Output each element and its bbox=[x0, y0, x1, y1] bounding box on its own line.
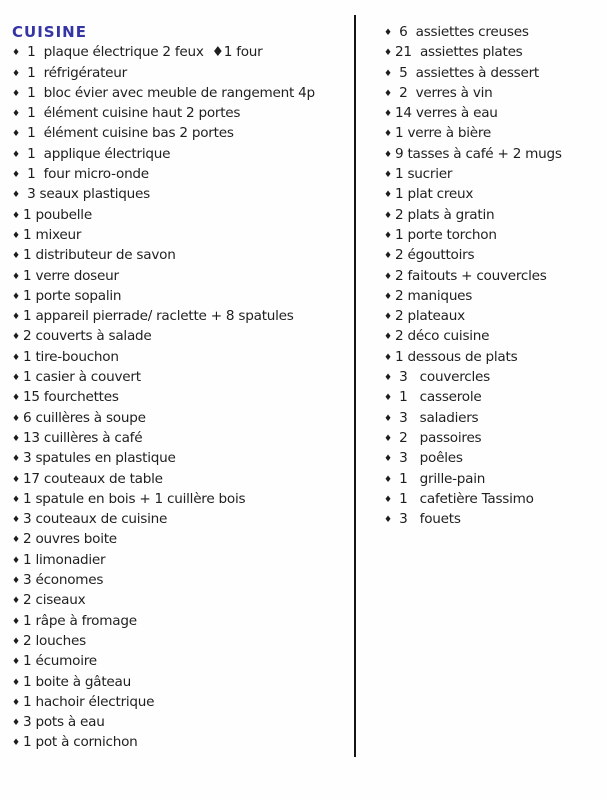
item-text: 1 élément cuisine bas 2 portes bbox=[23, 125, 234, 142]
diamond-bullet-icon: ♦ bbox=[12, 535, 21, 546]
item-text: 9 tasses à café + 2 mugs bbox=[395, 145, 562, 162]
list-item bbox=[12, 266, 348, 286]
item-text: 2 ciseaux bbox=[23, 592, 86, 609]
item-text: 14 verres à eau bbox=[395, 105, 498, 122]
item-text: 1 écumoire bbox=[23, 653, 97, 670]
diamond-bullet-icon: ♦ bbox=[12, 474, 21, 485]
list-item bbox=[12, 103, 348, 123]
list-item bbox=[12, 144, 348, 164]
list-item bbox=[12, 611, 348, 631]
diamond-bullet-icon: ♦ bbox=[12, 230, 21, 241]
list-item bbox=[12, 529, 348, 549]
left-column bbox=[12, 22, 348, 753]
diamond-bullet-icon: ♦ bbox=[12, 352, 21, 363]
list-item bbox=[384, 509, 602, 529]
diamond-bullet-icon: ♦ bbox=[384, 393, 393, 404]
diamond-bullet-icon: ♦ bbox=[384, 454, 393, 465]
list-item bbox=[384, 326, 602, 346]
diamond-bullet-icon: ♦ bbox=[384, 109, 393, 120]
diamond-bullet-icon: ♦ bbox=[12, 413, 21, 424]
list-item bbox=[12, 286, 348, 306]
item-text: 2 plateaux bbox=[395, 308, 465, 325]
list-item bbox=[12, 83, 348, 103]
diamond-bullet-icon: ♦ bbox=[384, 433, 393, 444]
diamond-bullet-icon: ♦ bbox=[384, 271, 393, 282]
item-text: 1 bloc évier avec meuble de rangement 4p bbox=[23, 84, 315, 101]
diamond-bullet-icon: ♦ bbox=[384, 474, 393, 485]
list-item bbox=[12, 631, 348, 651]
diamond-bullet-icon: ♦ bbox=[12, 738, 21, 749]
item-text: 1 hachoir électrique bbox=[23, 693, 155, 710]
list-item bbox=[384, 103, 602, 123]
diamond-bullet-icon: ♦ bbox=[384, 230, 393, 241]
diamond-bullet-icon: ♦ bbox=[384, 68, 393, 79]
list-item bbox=[384, 205, 602, 225]
page-title: CUISINE bbox=[12, 23, 87, 41]
diamond-bullet-icon: ♦ bbox=[12, 718, 21, 729]
list-item bbox=[12, 448, 348, 468]
list-item bbox=[384, 184, 602, 204]
item-text: 6 cuillères à soupe bbox=[23, 409, 146, 426]
diamond-bullet-icon: ♦ bbox=[12, 576, 21, 587]
diamond-bullet-icon: ♦ bbox=[12, 373, 21, 384]
list-item bbox=[12, 306, 348, 326]
item-text: 1 poubelle bbox=[23, 206, 92, 223]
diamond-bullet-icon: ♦ bbox=[384, 352, 393, 363]
list-item bbox=[12, 184, 348, 204]
item-text: 21 assiettes plates bbox=[395, 44, 523, 61]
diamond-bullet-icon: ♦ bbox=[12, 291, 21, 302]
list-item bbox=[384, 245, 602, 265]
list-item bbox=[12, 123, 348, 143]
list-item bbox=[384, 347, 602, 367]
item-text: 1 appareil pierrade/ raclette + 8 spatules bbox=[23, 308, 294, 325]
list-item bbox=[384, 266, 602, 286]
list-item bbox=[12, 205, 348, 225]
list-item bbox=[384, 123, 602, 143]
item-text: 1 distributeur de savon bbox=[23, 247, 176, 264]
list-item bbox=[12, 387, 348, 407]
diamond-bullet-icon: ♦ bbox=[384, 312, 393, 323]
right-column-list bbox=[384, 22, 602, 529]
item-text: 1 pot à cornichon bbox=[23, 734, 138, 751]
item-text: 1 verre doseur bbox=[23, 267, 119, 284]
list-item bbox=[384, 469, 602, 489]
diamond-bullet-icon: ♦ bbox=[12, 596, 21, 607]
list-item bbox=[384, 387, 602, 407]
list-item bbox=[384, 428, 602, 448]
item-text: 1 boite à gâteau bbox=[23, 673, 131, 690]
item-text: 1 plat creux bbox=[395, 186, 474, 203]
diamond-bullet-icon: ♦ bbox=[384, 170, 393, 181]
diamond-bullet-icon: ♦ bbox=[12, 393, 21, 404]
list-item bbox=[12, 326, 348, 346]
item-text: 3 spatules en plastique bbox=[23, 450, 176, 467]
item-text: 1 dessous de plats bbox=[395, 348, 518, 365]
diamond-bullet-icon: ♦ bbox=[384, 251, 393, 262]
diamond-bullet-icon: ♦ bbox=[384, 291, 393, 302]
list-item bbox=[12, 428, 348, 448]
item-text: 1 porte sopalin bbox=[23, 287, 122, 304]
list-item bbox=[12, 225, 348, 245]
diamond-bullet-icon: ♦ bbox=[12, 88, 21, 99]
diamond-bullet-icon: ♦ bbox=[384, 48, 393, 59]
list-item bbox=[12, 692, 348, 712]
item-text: 1 casserole bbox=[395, 389, 482, 406]
item-text: 3 fouets bbox=[395, 511, 461, 528]
list-item bbox=[384, 144, 602, 164]
item-text: 1 plaque électrique 2 feux ♦1 four bbox=[23, 44, 263, 61]
diamond-bullet-icon: ♦ bbox=[12, 210, 21, 221]
diamond-bullet-icon: ♦ bbox=[12, 68, 21, 79]
list-item bbox=[12, 469, 348, 489]
item-text: 2 plats à gratin bbox=[395, 206, 495, 223]
item-text: 3 poêles bbox=[395, 450, 463, 467]
right-column bbox=[384, 22, 602, 529]
diamond-bullet-icon: ♦ bbox=[12, 636, 21, 647]
list-item bbox=[384, 164, 602, 184]
item-text: 2 verres à vin bbox=[395, 84, 493, 101]
diamond-bullet-icon: ♦ bbox=[12, 494, 21, 505]
diamond-bullet-icon: ♦ bbox=[384, 129, 393, 140]
list-item bbox=[12, 672, 348, 692]
item-text: 15 fourchettes bbox=[23, 389, 119, 406]
item-text: 5 assiettes à dessert bbox=[395, 64, 540, 81]
diamond-bullet-icon: ♦ bbox=[384, 210, 393, 221]
diamond-bullet-icon: ♦ bbox=[12, 657, 21, 668]
list-item bbox=[384, 489, 602, 509]
diamond-bullet-icon: ♦ bbox=[12, 454, 21, 465]
diamond-bullet-icon: ♦ bbox=[384, 373, 393, 384]
item-text: 1 spatule en bois + 1 cuillère bois bbox=[23, 490, 246, 507]
item-text: 1 verre à bière bbox=[395, 125, 492, 142]
diamond-bullet-icon: ♦ bbox=[384, 149, 393, 160]
diamond-bullet-icon: ♦ bbox=[384, 413, 393, 424]
item-text: 2 faitouts + couvercles bbox=[395, 267, 547, 284]
diamond-bullet-icon: ♦ bbox=[384, 494, 393, 505]
diamond-bullet-icon: ♦ bbox=[12, 109, 21, 120]
list-item bbox=[12, 651, 348, 671]
item-text: 13 cuillères à café bbox=[23, 429, 143, 446]
item-text: 3 couvercles bbox=[395, 369, 490, 386]
list-item bbox=[12, 732, 348, 752]
item-text: 1 réfrigérateur bbox=[23, 64, 127, 81]
item-text: 2 couverts à salade bbox=[23, 328, 152, 345]
list-item bbox=[12, 408, 348, 428]
item-text: 3 seaux plastiques bbox=[23, 186, 150, 203]
list-item bbox=[12, 550, 348, 570]
item-text: 1 mixeur bbox=[23, 226, 82, 243]
diamond-bullet-icon: ♦ bbox=[12, 190, 21, 201]
diamond-bullet-icon: ♦ bbox=[12, 433, 21, 444]
diamond-bullet-icon: ♦ bbox=[12, 129, 21, 140]
diamond-bullet-icon: ♦ bbox=[384, 88, 393, 99]
list-item bbox=[12, 367, 348, 387]
item-text: 1 porte torchon bbox=[395, 226, 497, 243]
item-text: 1 sucrier bbox=[395, 166, 453, 183]
item-text: 1 râpe à fromage bbox=[23, 612, 137, 629]
list-item bbox=[12, 245, 348, 265]
item-text: 2 louches bbox=[23, 632, 86, 649]
list-item bbox=[12, 712, 348, 732]
list-item bbox=[12, 63, 348, 83]
diamond-bullet-icon: ♦ bbox=[12, 170, 21, 181]
diamond-bullet-icon: ♦ bbox=[384, 190, 393, 201]
list-item bbox=[384, 63, 602, 83]
item-text: 1 limonadier bbox=[23, 551, 106, 568]
item-text: 3 pots à eau bbox=[23, 714, 105, 731]
diamond-bullet-icon: ♦ bbox=[12, 697, 21, 708]
diamond-bullet-icon: ♦ bbox=[12, 515, 21, 526]
list-item bbox=[384, 408, 602, 428]
diamond-bullet-icon: ♦ bbox=[12, 616, 21, 627]
list-item bbox=[384, 83, 602, 103]
item-text: 6 assiettes creuses bbox=[395, 24, 529, 40]
diamond-bullet-icon: ♦ bbox=[384, 332, 393, 343]
list-item bbox=[12, 590, 348, 610]
list-item bbox=[384, 367, 602, 387]
item-text: 1 grille-pain bbox=[395, 470, 486, 487]
list-item bbox=[12, 489, 348, 509]
item-text: 1 élément cuisine haut 2 portes bbox=[23, 105, 241, 122]
list-item bbox=[384, 286, 602, 306]
diamond-bullet-icon: ♦ bbox=[12, 149, 21, 160]
list-item bbox=[12, 570, 348, 590]
item-text: 1 applique électrique bbox=[23, 145, 171, 162]
list-item bbox=[384, 306, 602, 326]
item-text: 2 égouttoirs bbox=[395, 247, 475, 264]
item-text: 3 économes bbox=[23, 572, 104, 589]
diamond-bullet-icon: ♦ bbox=[384, 515, 393, 526]
list-item bbox=[12, 509, 348, 529]
item-text: 2 maniques bbox=[395, 287, 473, 304]
list-item bbox=[12, 347, 348, 367]
column-divider bbox=[354, 15, 356, 757]
item-text: 17 couteaux de table bbox=[23, 470, 163, 487]
item-text: 3 couteaux de cuisine bbox=[23, 511, 168, 528]
list-item bbox=[384, 22, 602, 42]
item-text: 2 ouvres boite bbox=[23, 531, 117, 548]
diamond-bullet-icon: ♦ bbox=[12, 48, 21, 59]
left-column-list bbox=[12, 42, 348, 752]
item-text: 1 casier à couvert bbox=[23, 369, 141, 386]
diamond-bullet-icon: ♦ bbox=[12, 251, 21, 262]
item-text: 1 cafetière Tassimo bbox=[395, 490, 534, 507]
list-item bbox=[12, 42, 348, 62]
diamond-bullet-icon: ♦ bbox=[12, 312, 21, 323]
list-item bbox=[12, 164, 348, 184]
list-item bbox=[384, 448, 602, 468]
item-text: 2 déco cuisine bbox=[395, 328, 490, 345]
diamond-bullet-icon: ♦ bbox=[12, 555, 21, 566]
diamond-bullet-icon: ♦ bbox=[12, 332, 21, 343]
diamond-bullet-icon: ♦ bbox=[12, 677, 21, 688]
item-text: 3 saladiers bbox=[395, 409, 479, 426]
diamond-bullet-icon: ♦ bbox=[12, 271, 21, 282]
diamond-bullet-icon: ♦ bbox=[384, 28, 393, 38]
list-item bbox=[384, 225, 602, 245]
item-text: 1 tire-bouchon bbox=[23, 348, 119, 365]
item-text: 2 passoires bbox=[395, 429, 482, 446]
list-item bbox=[384, 42, 602, 62]
item-text: 1 four micro-onde bbox=[23, 166, 149, 183]
